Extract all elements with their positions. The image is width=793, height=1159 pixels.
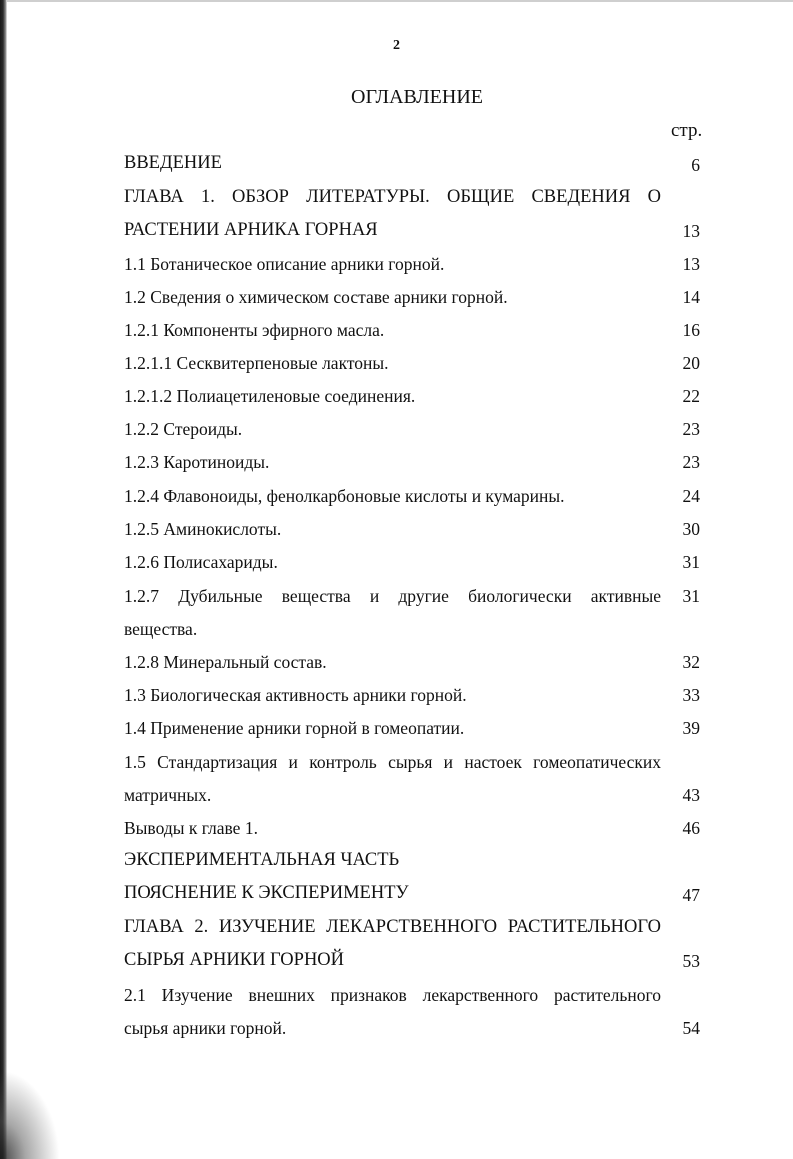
toc-entry-text: 1.2.1 Компоненты эфирного масла. bbox=[124, 320, 385, 340]
toc-entry-page: 16 bbox=[682, 320, 700, 340]
toc-entry-text: 1.2.5 Аминокислоты. bbox=[124, 519, 282, 539]
scan-shadow-corner bbox=[0, 1070, 60, 1159]
toc-entry-page: 6 bbox=[691, 155, 700, 175]
toc-entry-page: 33 bbox=[682, 685, 700, 705]
toc-section-heading: ЭКСПЕРИМЕНТАЛЬНАЯ ЧАСТЬ bbox=[124, 850, 400, 870]
toc-entry-text: ПОЯСНЕНИЕ К ЭКСПЕРИМЕНТУ bbox=[124, 883, 409, 903]
toc-entry-text: матричных. bbox=[124, 785, 212, 805]
toc-entry-text: ВВЕДЕНИЕ bbox=[124, 153, 222, 173]
toc-entry-text: 1.2.2 Стероиды. bbox=[124, 419, 243, 439]
toc-entry-text: СЫРЬЯ АРНИКИ ГОРНОЙ bbox=[124, 950, 345, 970]
toc-entry-page: 13 bbox=[682, 254, 700, 274]
toc-entry-text: ГЛАВА 2. ИЗУЧЕНИЕ ЛЕКАРСТВЕННОГО РАСТИТЕЛЬНОГО bbox=[124, 917, 661, 937]
toc-entry-text: 1.2 Сведения о химическом составе арники горной. bbox=[124, 287, 508, 307]
toc-entry-page: 23 bbox=[682, 452, 700, 472]
toc-entry-text: 1.4 Применение арники горной в гомеопатии. bbox=[124, 718, 465, 738]
toc-entry-page: 46 bbox=[682, 818, 700, 838]
toc-entry-text: 1.2.1.2 Полиацетиленовые соединения. bbox=[124, 386, 416, 406]
toc-entry-page: 32 bbox=[682, 652, 700, 672]
toc-entry-text: 2.1 Изучение внешних признаков лекарственного растительного bbox=[124, 985, 661, 1005]
toc-entry-text: 1.2.3 Каротиноиды. bbox=[124, 452, 270, 472]
toc-entry-page: 43 bbox=[682, 785, 700, 805]
toc-entry-page: 31 bbox=[682, 586, 700, 606]
toc-entry-page: 30 bbox=[682, 519, 700, 539]
toc-entry-text: 1.2.4 Флавоноиды, фенолкарбоновые кислоты и кумарины. bbox=[124, 486, 565, 506]
toc-entry-text: вещества. bbox=[124, 619, 198, 639]
toc-entry-page: 20 bbox=[682, 353, 700, 373]
toc-entry-text: РАСТЕНИИ АРНИКА ГОРНАЯ bbox=[124, 220, 378, 240]
toc-entry-page: 31 bbox=[682, 552, 700, 572]
toc-entry-text: 1.1 Ботаническое описание арники горной. bbox=[124, 254, 445, 274]
toc-entry-text: 1.2.6 Полисахариды. bbox=[124, 552, 278, 572]
toc-entry-page: 54 bbox=[682, 1018, 700, 1038]
toc-entry-text: 1.2.1.1 Сесквитерпеновые лактоны. bbox=[124, 353, 389, 373]
toc-entry-text: сырья арники горной. bbox=[124, 1018, 287, 1038]
page-title: ОГЛАВЛЕНИЕ bbox=[351, 86, 483, 108]
toc-entry-page: 24 bbox=[682, 486, 700, 506]
toc-entry-text: 1.2.7 Дубильные вещества и другие биологически активные bbox=[124, 586, 661, 606]
scan-edge-left bbox=[0, 0, 7, 1159]
toc-entry-text: 1.5 Стандартизация и контроль сырья и настоек гомеопатических bbox=[124, 752, 661, 772]
toc-entry-page: 53 bbox=[682, 951, 700, 971]
toc-entry-page: 14 bbox=[682, 287, 700, 307]
toc-entry-text: Выводы к главе 1. bbox=[124, 818, 258, 838]
toc-entry-page: 39 bbox=[682, 718, 700, 738]
page-number: 2 bbox=[393, 38, 400, 53]
toc-entry-text: ГЛАВА 1. ОБЗОР ЛИТЕРАТУРЫ. ОБЩИЕ СВЕДЕНИЯ О bbox=[124, 187, 661, 207]
toc-entry-text: 1.2.8 Минеральный состав. bbox=[124, 652, 327, 672]
page-column-label: стр. bbox=[671, 120, 703, 141]
toc-entry-text: 1.3 Биологическая активность арники горной. bbox=[124, 685, 467, 705]
toc-entry-page: 47 bbox=[682, 885, 700, 905]
scan-edge-top bbox=[0, 0, 793, 2]
toc-entry-page: 13 bbox=[682, 221, 700, 241]
toc-entry-page: 23 bbox=[682, 419, 700, 439]
toc-entry-page: 22 bbox=[682, 386, 700, 406]
